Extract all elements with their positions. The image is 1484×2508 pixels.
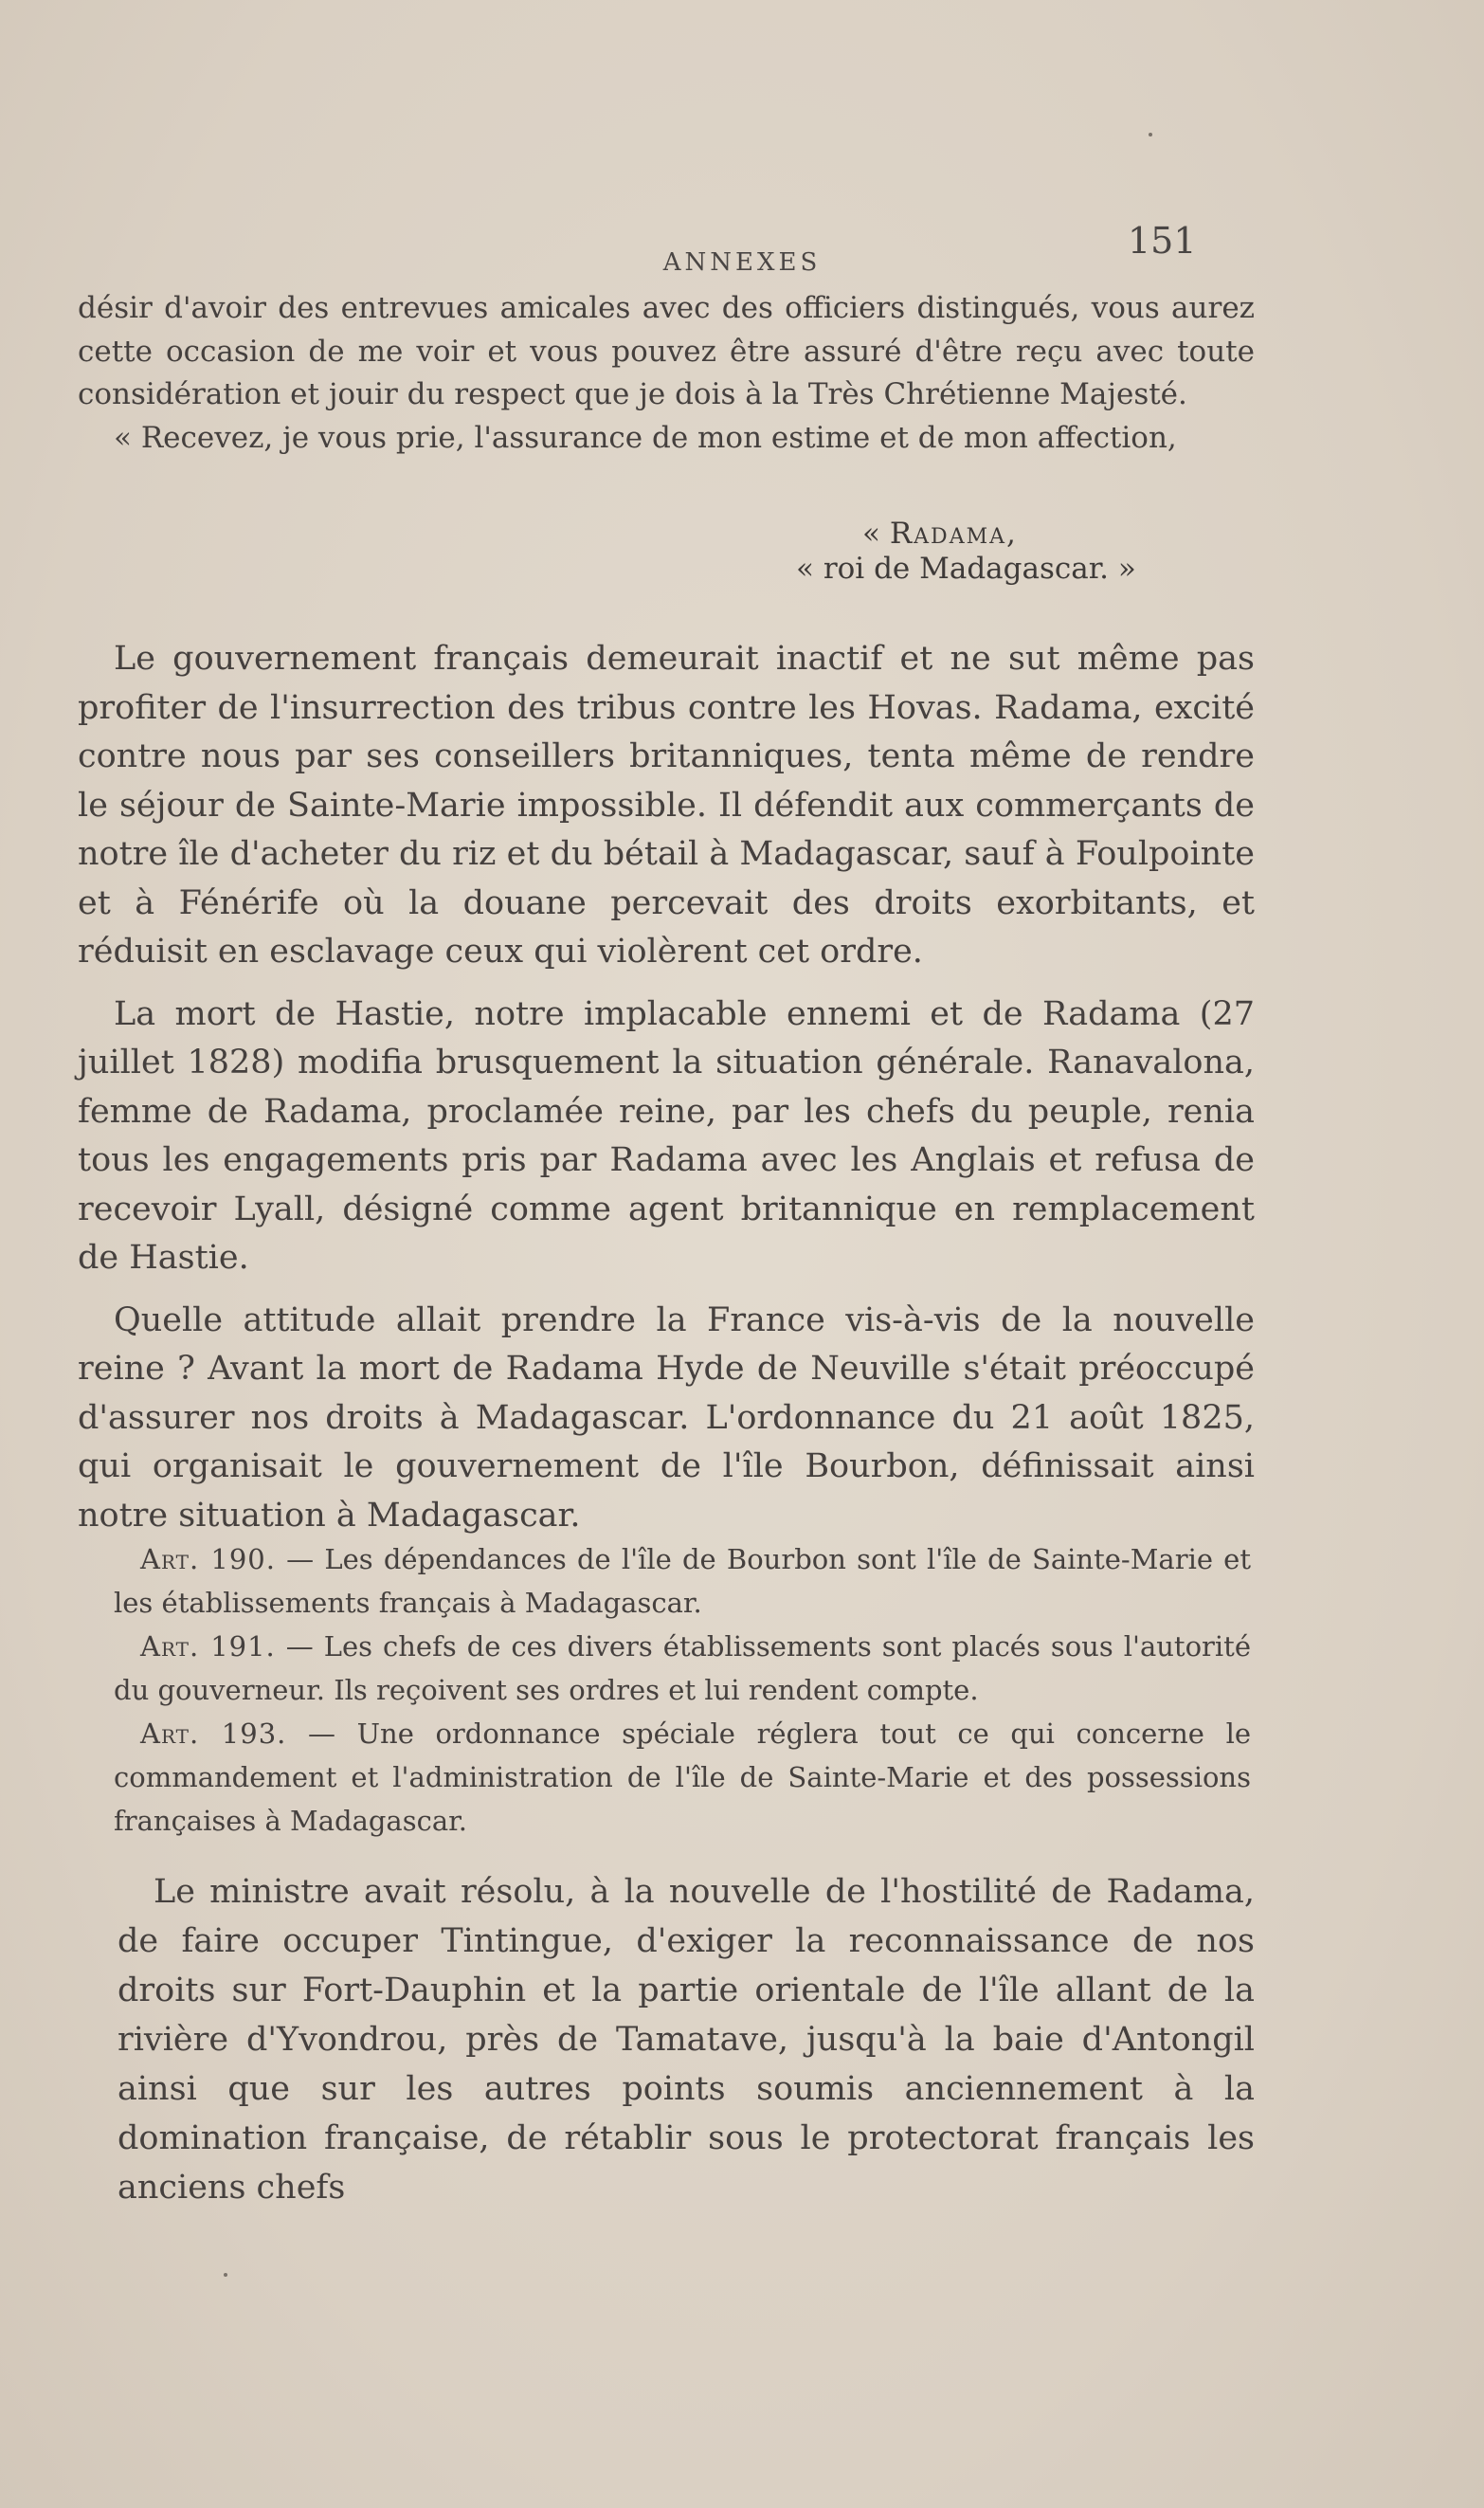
final-text bbox=[118, 1867, 1255, 2212]
signature-name-text: Radama, bbox=[889, 517, 1018, 551]
article-label: Art. 191. bbox=[140, 1630, 276, 1663]
main-text bbox=[78, 635, 1255, 1540]
signature-name bbox=[862, 517, 1018, 551]
paper-speck bbox=[1149, 133, 1152, 136]
letter-text bbox=[78, 287, 1255, 460]
body-paragraph: La mort de Hastie, notre implacable ennemi et de Radama (27 juillet 1828) modifia brusquement la situation générale. Ranavalona, femme de Radama, proclamée reine, par les chefs du peuple, renia tous les engagements pris par Radama avec les Anglais et refusa de recevoir Lyall, désigné comme agent britannique en remplacement de Hastie. bbox=[78, 994, 1255, 1277]
paper-speck bbox=[224, 2273, 227, 2277]
article-text: — Une ordonnance spéciale réglera tout ce qui concerne le commandement et l'administration de l'île de Sainte-Marie et des possessions françaises à Madagascar. bbox=[114, 1717, 1252, 1837]
page-number: 151 bbox=[1128, 220, 1197, 262]
article-text: — Les dépendances de l'île de Bourbon sont l'île de Sainte-Marie et les établissements français à Madagascar. bbox=[114, 1543, 1251, 1619]
article-193 bbox=[114, 1712, 1251, 1843]
article-190 bbox=[114, 1537, 1251, 1625]
article-text: — Les chefs de ces divers établissements sont placés sous l'autorité du gouverneur. Ils reçoivent ses ordres et lui rendent compte. bbox=[114, 1630, 1251, 1706]
body-paragraph: Quelle attitude allait prendre la France vis-à-vis de la nouvelle reine ? Avant la mort de Radama Hyde de Neuville s'était préoccupé d'assurer nos droits à Madagascar. L'ordonnance du 21 août 1825, qui organisait le gouvernement de l'île Bourbon, définissait ainsi notre situation à Madagascar. bbox=[78, 1300, 1255, 1535]
article-191 bbox=[114, 1625, 1251, 1712]
signature-title: « roi de Madagascar. » bbox=[796, 552, 1136, 586]
letter-paragraph: désir d'avoir des entrevues amicales avec des officiers distingués, vous aurez cette occasion de me voir et vous pouvez être assuré d'être reçu avec toute considération et jouir du respect que je dois à la Très Chrétienne Majesté. bbox=[78, 291, 1255, 411]
article-label: Art. 193. bbox=[140, 1717, 287, 1750]
signature-quote: « bbox=[862, 517, 880, 551]
body-paragraph: Le gouvernement français demeurait inactif et ne sut même pas profiter de l'insurrection des tribus contre les Hovas. Radama, excité contre nous par ses conseillers britanniques, tenta même de rendre le séjour de Sainte-Marie impossible. Il défendit aux commerçants de notre île d'acheter du riz et du bétail à Madagascar, sauf à Foulpointe et à Fénérife où la douane percevait des droits exorbitants, et réduisit en esclavage ceux qui violèrent cet ordre. bbox=[78, 640, 1255, 971]
body-paragraph: Le ministre avait résolu, à la nouvelle de l'hostilité de Radama, de faire occuper Tintingue, d'exiger la reconnaissance de nos droits sur Fort-Dauphin et la partie orientale de l'île allant de la rivière d'Yvondrou, près de Tamatave, jusqu'à la baie d'Antongil ainsi que sur les autres points soumis anciennement à la domination française, de rétablir sous le protectorat français les anciens chefs bbox=[118, 1873, 1255, 2207]
ordinance-articles bbox=[114, 1537, 1251, 1843]
letter-closing: « Recevez, je vous prie, l'assurance de mon estime et de mon affection, bbox=[114, 420, 1177, 455]
running-header: ANNEXES bbox=[662, 248, 822, 277]
article-label: Art. 190. bbox=[140, 1543, 276, 1575]
